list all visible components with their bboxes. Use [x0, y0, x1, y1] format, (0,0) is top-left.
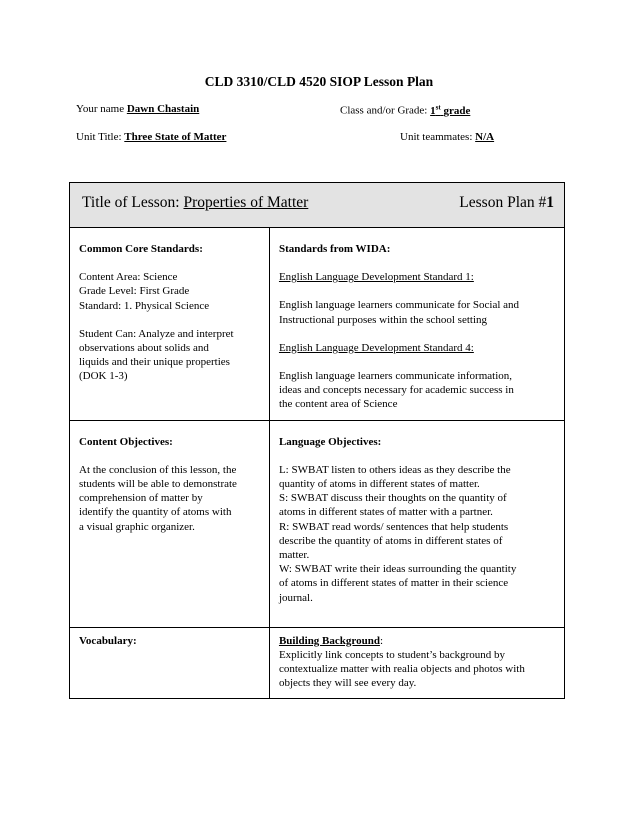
student-can-line: observations about solids and — [79, 342, 209, 355]
grade-line — [340, 103, 470, 117]
building-background-cell — [269, 627, 564, 699]
language-objectives-cell — [269, 420, 564, 627]
teammates-line — [400, 131, 494, 143]
student-can-line: (DOK 1-3) — [79, 370, 128, 383]
standard-text: Standard: 1. Physical Science — [79, 299, 210, 312]
building-background-heading: Building Background: — [278, 634, 383, 647]
student-can-line: liquids and their unique properties — [79, 356, 230, 369]
content-objective-line: students will be able to demonstrate — [79, 478, 237, 491]
language-objective-line: L: SWBAT listen to others ideas as they describe the — [278, 463, 511, 476]
name-value: Dawn Chastain — [126, 103, 200, 115]
document-title: CLD 3310/CLD 4520 SIOP Lesson Plan — [204, 74, 434, 89]
eld4-line: English language learners communicate information, — [278, 370, 513, 383]
content-objective-line: identify the quantity of atoms with — [79, 506, 232, 519]
lesson-title-row — [70, 183, 565, 228]
student-can-line: Student Can: Analyze and interpret — [79, 327, 234, 340]
language-objective-line: of atoms in different states of matter in their science — [278, 577, 509, 590]
content-objective-line: a visual graphic organizer. — [79, 520, 195, 533]
language-objective-line: R: SWBAT read words/ sentences that help students — [278, 520, 509, 533]
common-core-heading: Common Core Standards: — [79, 243, 203, 255]
content-objectives-cell — [70, 420, 270, 627]
lesson-title: Title of Lesson: Properties of Matter — [82, 194, 309, 211]
language-objective-line: atoms in different states of matter with a partner. — [278, 506, 493, 519]
language-objective-line: quantity of atoms in different states of matter. — [278, 478, 480, 491]
grade-level: Grade Level: First Grade — [79, 285, 190, 298]
background-line: Explicitly link concepts to student’s background by — [278, 648, 506, 661]
eld4-line: the content area of Science — [278, 398, 398, 411]
teammates-value: N/A — [475, 131, 495, 143]
language-objectives-heading: Language Objectives: — [278, 435, 382, 448]
name-label: Your name — [76, 103, 125, 115]
teammates-label: Unit teammates: — [400, 131, 473, 143]
eld1-line: English language learners communicate for Social and — [278, 299, 520, 312]
background-line: contextualize matter with realia objects and photos with — [278, 663, 525, 676]
content-objectives-heading: Content Objectives: — [79, 435, 173, 448]
eld4-title: English Language Development Standard 4: — [278, 341, 474, 354]
eld4-line: ideas and concepts necessary for academic success in — [278, 384, 514, 397]
wida-cell — [269, 228, 564, 421]
lesson-plan-number: Lesson Plan #1 — [459, 194, 554, 211]
unit-label: Unit Title: — [76, 131, 122, 143]
lesson-title-value: Properties of Matter — [183, 194, 309, 211]
language-objective-line: S: SWBAT discuss their thoughts on the quantity of — [278, 492, 507, 505]
wida-heading: Standards from WIDA: — [278, 243, 391, 255]
vocabulary-heading: Vocabulary: — [79, 634, 137, 647]
background-line: objects they will see every day. — [278, 677, 417, 690]
language-objective-line: matter. — [278, 549, 310, 562]
lesson-plan-table — [69, 182, 565, 699]
vocabulary-cell — [70, 627, 270, 699]
grade-label: Class and/or Grade: — [340, 104, 428, 117]
content-objective-line: comprehension of matter by — [79, 492, 203, 505]
content-area: Content Area: Science — [79, 271, 178, 284]
language-objective-line: journal. — [278, 591, 313, 604]
eld1-title: English Language Development Standard 1: — [278, 271, 474, 284]
unit-value: Three State of Matter — [124, 131, 227, 143]
common-core-cell — [70, 228, 270, 421]
grade-value: 1st grade — [430, 103, 471, 117]
language-objective-line: W: SWBAT write their ideas surrounding the quantity — [278, 563, 517, 576]
language-objective-line: describe the quantity of atoms in different states of — [278, 534, 503, 547]
unit-line — [76, 131, 226, 143]
content-objective-line: At the conclusion of this lesson, the — [79, 463, 237, 476]
eld1-line: Instructional purposes within the school setting — [278, 313, 488, 326]
name-line — [76, 103, 199, 115]
